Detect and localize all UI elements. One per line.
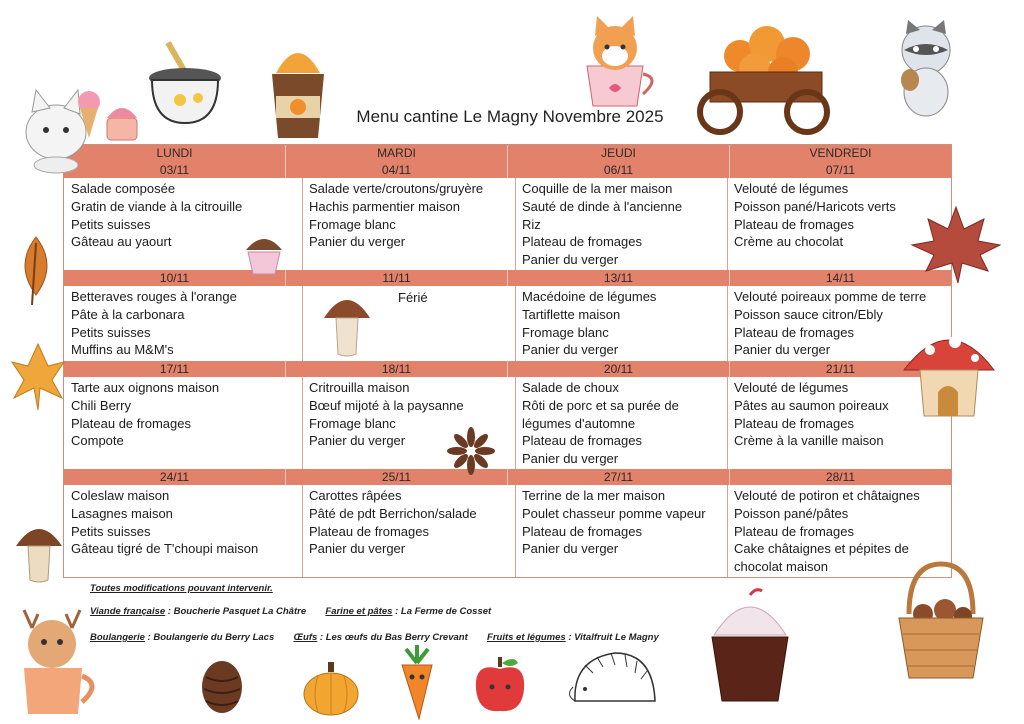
menu-cell [734, 487, 920, 576]
boulangerie-label: Boulangerie [90, 632, 145, 643]
menu-item: Gâteau au yaourt [71, 234, 172, 250]
menu-item: Rôti de porc et sa purée de [522, 397, 679, 413]
page-title: Menu cantine Le Magny Novembre 2025 [356, 107, 664, 126]
date-row [64, 469, 951, 485]
menu-item: Panier du verger [734, 342, 831, 358]
menu-item: Plateau de fromages [71, 415, 191, 431]
menu-item: Sauté de dinde à l'ancienne [522, 198, 683, 214]
date-row [64, 361, 951, 377]
menu-cell [71, 180, 242, 251]
menu-item: Velouté de légumes [734, 380, 849, 395]
menu-item: Macédoine de légumes [522, 289, 657, 304]
menu-item: Crème au chocolat [734, 234, 844, 250]
deer-mug-icon [10, 608, 102, 718]
menu-item: Panier du verger [309, 234, 406, 250]
menu-item: Betteraves rouges à l'orange [71, 289, 237, 304]
menu-cell [734, 180, 896, 251]
menu-item: Velouté poireaux pomme de terre [734, 289, 927, 304]
apple-icon [470, 655, 530, 715]
menu-item: Gâteau tigré de T'choupi maison [71, 541, 259, 557]
menu-cell [309, 487, 477, 558]
menu-item: Poisson sauce citron/Ebly [734, 306, 883, 322]
menu-item: Salade de choux [522, 380, 619, 395]
menu-grid [63, 144, 952, 578]
menu-item: Velouté de potiron et châtaignes [734, 488, 920, 503]
menu-item: Chili Berry [71, 397, 131, 413]
basket-icon [895, 560, 987, 682]
date-cell: 20/11 [508, 361, 730, 377]
menu-cell [522, 288, 656, 359]
menu-item: légumes d'automne [522, 415, 636, 431]
menu-item: Plateau de fromages [734, 216, 854, 232]
pumpkin-latte-icon [262, 38, 334, 143]
menu-item: Riz [522, 216, 541, 232]
date-cell: 18/11 [286, 361, 508, 377]
oeufs-label: Œufs [293, 632, 318, 643]
fruits-value: : Vitalfruit Le Magny [565, 632, 659, 643]
cat-icon [14, 80, 144, 175]
menu-item: Plateau de fromages [734, 523, 854, 539]
menu-item: Velouté de légumes [734, 181, 849, 196]
menu-item: Panier du verger [309, 541, 406, 557]
mushroom-house-icon [900, 320, 998, 420]
menu-item: Hachis parmentier maison [309, 198, 461, 214]
maple-leaf-icon [910, 205, 1002, 285]
menu-item: Salade verte/croutons/gruyère [309, 181, 484, 196]
menu-cell [71, 379, 219, 450]
boulangerie-value: : Boulangerie du Berry Lacs [144, 632, 275, 643]
menu-item: Poulet chasseur pomme vapeur [522, 505, 706, 521]
menu-item: Petits suisses [71, 216, 151, 232]
menu-item: Poisson pané/pâtes [734, 505, 849, 521]
oeufs-value: : Les œufs du Bas Berry Crevant [317, 632, 468, 643]
supplier-line-1 [90, 606, 491, 617]
menu-item: Coleslaw maison [71, 488, 170, 503]
menu-item: Plateau de fromages [522, 433, 642, 449]
modifications-note: Toutes modifications pouvant intervenir. [90, 583, 273, 594]
hedgehog-icon [565, 645, 660, 715]
date-cell: 25/11 [286, 469, 508, 485]
date-cell: 13/11 [508, 270, 730, 286]
menu-item: Pâté de pdt Berrichon/salade [309, 505, 477, 521]
menu-item: Petits suisses [71, 523, 151, 539]
day-header-row [64, 145, 951, 162]
menu-item: Cake châtaignes et pépites de [734, 541, 909, 557]
menu-item: Crème à la vanille maison [734, 433, 884, 449]
date-cell: 28/11 [825, 470, 856, 484]
menu-item: Salade composée [71, 181, 176, 196]
menu-item: Plateau de fromages [734, 324, 854, 340]
menu-cell [734, 288, 926, 359]
farine-value: : La Ferme de Cosset [392, 606, 492, 617]
cupcake-icon [704, 585, 796, 705]
date-row [64, 162, 951, 178]
pumpkin-cart-icon [695, 14, 835, 139]
pinecone-icon [198, 655, 246, 715]
date-cell: 03/11 [64, 162, 286, 178]
menu-item: Panier du verger [309, 433, 406, 449]
menu-item: Lasagnes maison [71, 505, 173, 521]
farine-label: Farine et pâtes [325, 606, 393, 617]
menu-item: Carottes râpées [309, 488, 402, 503]
menu-cell [522, 180, 682, 269]
cupcake-icon [242, 228, 286, 276]
date-row [64, 270, 951, 286]
menu-item: Pâte à la carbonara [71, 306, 185, 322]
date-cell: 17/11 [64, 361, 286, 377]
day-header-mardi: MARDI [286, 145, 508, 162]
menu-item: Pâtes au saumon poireaux [734, 397, 889, 413]
menu-cell [522, 379, 679, 468]
shiba-cup-icon [573, 14, 663, 109]
menu-cell [309, 379, 464, 450]
menu-item: chocolat maison [734, 559, 828, 575]
leaf-icon [8, 340, 68, 412]
leaf-icon [14, 235, 58, 307]
menu-item: Fromage blanc [309, 415, 396, 431]
menu-cell [71, 487, 258, 558]
menu-cell [71, 288, 237, 359]
menu-item: Poisson pané/Haricots verts [734, 198, 896, 214]
date-cell: 24/11 [64, 469, 286, 485]
menu-item: Plateau de fromages [309, 523, 429, 539]
date-cell: 11/11 [286, 270, 508, 286]
menu-item: Plateau de fromages [734, 415, 854, 431]
pumpkin-icon [302, 660, 360, 716]
viande-label: Viande française [90, 606, 166, 617]
carrot-icon [392, 645, 442, 720]
menu-item: Critrouilla maison [309, 380, 410, 395]
date-cell: 27/11 [508, 469, 730, 485]
cauldron-icon [140, 38, 230, 128]
date-cell: 21/11 [825, 362, 856, 376]
supplier-line-2 [90, 632, 659, 643]
menu-cell [522, 487, 706, 558]
date-cell: 14/11 [825, 271, 856, 285]
menu-item: Terrine de la mer maison [522, 488, 666, 503]
menu-item: Gratin de viande à la citrouille [71, 198, 243, 214]
menu-item: Fromage blanc [309, 216, 396, 232]
menu-item: Panier du verger [522, 252, 619, 268]
menu-item: Panier du verger [522, 451, 619, 467]
menu-item: Plateau de fromages [522, 523, 642, 539]
menu-item: Coquille de la mer maison [522, 181, 673, 196]
holiday-label: Férié [398, 290, 428, 305]
menu-cell [734, 379, 889, 450]
viande-value: : Boucherie Pasquet La Châtre [165, 606, 307, 617]
menu-item: Petits suisses [71, 324, 151, 340]
day-header-jeudi: JEUDI [508, 145, 730, 162]
menu-item: Plateau de fromages [522, 234, 642, 250]
menu-item: Fromage blanc [522, 324, 609, 340]
menu-item: Tartiflette maison [522, 306, 621, 322]
menu-cell [309, 180, 483, 251]
date-cell: 10/11 [64, 270, 286, 286]
day-header-vendredi: VENDREDI [809, 146, 872, 160]
fruits-label: Fruits et légumes [487, 632, 566, 643]
menu-item: Tarte aux oignons maison [71, 380, 220, 395]
menu-item: Panier du verger [522, 541, 619, 557]
mushroom-icon [14, 518, 64, 584]
mushroom-icon [322, 288, 372, 358]
date-cell: 04/11 [286, 162, 508, 178]
star-anise-icon [447, 427, 495, 475]
raccoon-icon [886, 20, 966, 120]
menu-item: Muffins au M&M's [71, 342, 174, 358]
menu-item: Bœuf mijoté à la paysanne [309, 397, 464, 413]
menu-item: Compote [71, 433, 124, 449]
menu-item: Panier du verger [522, 342, 619, 358]
date-cell: 07/11 [825, 163, 856, 177]
day-header-lundi: LUNDI [64, 145, 286, 162]
date-cell: 06/11 [508, 162, 730, 178]
